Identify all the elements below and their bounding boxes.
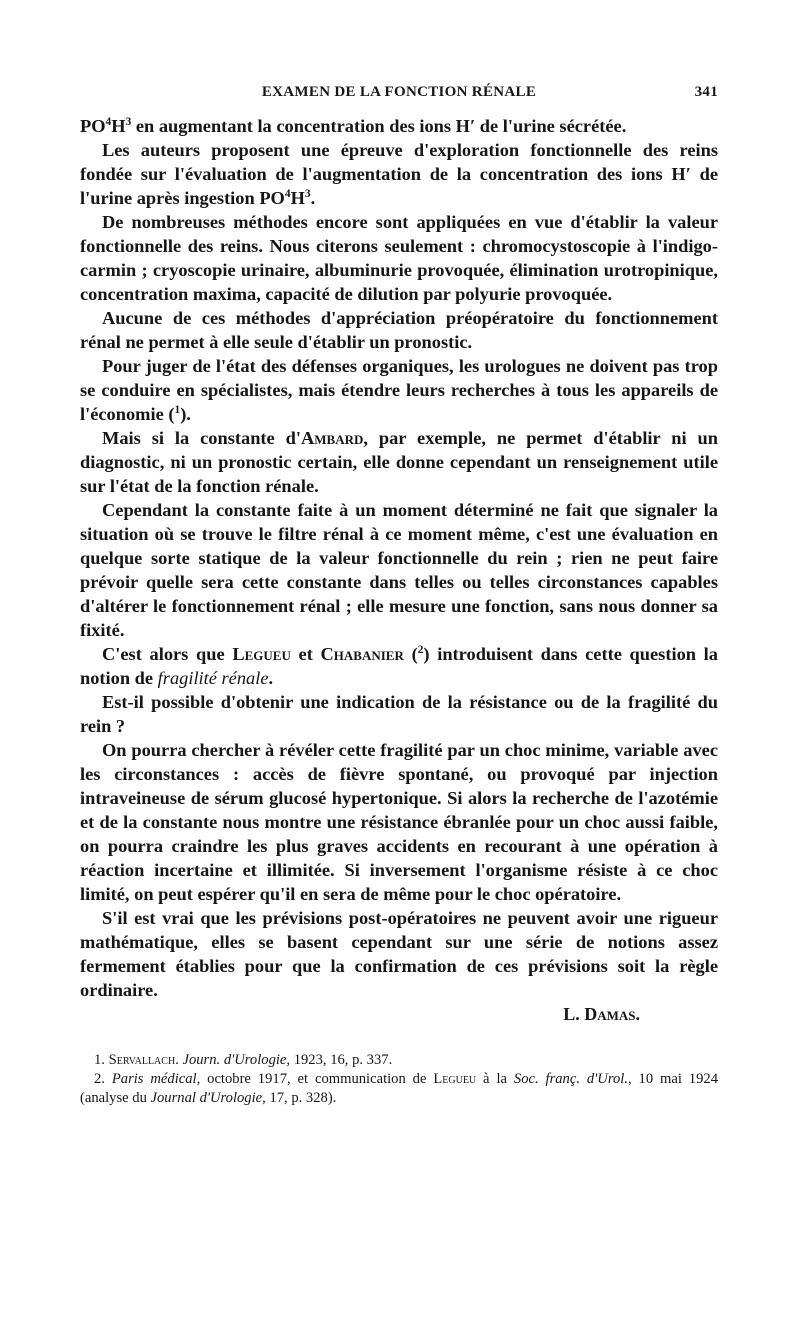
journal-title: Soc. franç. d'Urol. [513, 1071, 628, 1087]
text-run: , 10 mai 1924 (analyse du [80, 1071, 718, 1106]
superscript: 3 [304, 187, 311, 200]
text-run: Pour juger de l'état des défenses organiques, les urologues ne doivent pas trop se conduire en spécialistes, mais étendre leurs recherches à tous les appareils de l'économie ( [80, 356, 718, 424]
superscript: 4 [284, 187, 291, 200]
paragraph-6 [80, 426, 718, 498]
paragraph-5 [80, 354, 718, 426]
text-run: , octobre 1917, et communication de [196, 1071, 434, 1087]
text-run: Mais si la constante d' [102, 428, 301, 448]
emphasis: fragilité rénale [157, 668, 269, 688]
paragraph-9: Est-il possible d'obtenir une indication de la résistance ou de la fragilité du rein ? [80, 692, 718, 736]
paragraph-11: S'il est vrai que les prévisions post-opératoires ne peuvent avoir une rigueur mathématique, elles se basent cependant sur une série de notions assez fermement établies pour que la confirmation de ces prévisions soit la règle ordinaire. [80, 908, 718, 1000]
text-run: à la [476, 1071, 514, 1087]
footnote-number: 1. [94, 1052, 109, 1068]
text-run: . [175, 1052, 183, 1068]
text-run: Les auteurs proposent une épreuve d'exploration fonctionnelle des reins fondée sur l'évaluation de l'augmentation de la concentration des ions H′ de l'urine après ingestion PO [80, 140, 718, 208]
author-name: Legueu [433, 1071, 477, 1087]
journal-title: Journal d'Urologie [150, 1090, 263, 1106]
text-run: PO [80, 116, 106, 136]
author-name: Chabanier [320, 644, 404, 664]
footnote-ref: 2 [417, 643, 424, 656]
book-page [80, 84, 718, 1108]
footnotes [80, 1051, 718, 1108]
paragraph-7: Cependant la constante faite à un moment déterminé ne fait que signaler la situation où se trouve le filtre rénal à ce moment même, c'est une évaluation en quelque sorte statique de la valeur fonctionnelle du rein ; rien ne peut faire prévoir quelle sera cette constante dans telles ou telles circonstances capables d'altérer le fonctionnement rénal ; elle mesure une fonction, sans nous donner sa fixité. [80, 500, 718, 640]
signature [80, 1004, 718, 1025]
superscript: 3 [125, 115, 132, 128]
paragraph-2 [80, 138, 718, 210]
footnote-2 [80, 1070, 718, 1108]
text-run: , par exemple, ne permet d'établir ni un diagnostic, ni un pronostic certain, elle donne cependant un renseignement utile sur l'état de la fonction rénale. [80, 428, 718, 496]
text-run: . [310, 188, 316, 208]
text-run: et [290, 644, 321, 664]
running-head-title: EXAMEN DE LA FONCTION RÉNALE [261, 84, 537, 100]
paragraph-4: Aucune de ces méthodes d'appréciation préopératoire du fonctionnement rénal ne permet à elle seule d'établir un pronostic. [80, 308, 718, 352]
signature-end: . [635, 1004, 640, 1024]
paragraph-8 [80, 642, 718, 690]
text-run: en augmentant la concentration des ions H′ de l'urine sécrétée. [131, 116, 627, 136]
text-run: ( [403, 644, 418, 664]
author-name: Ambard [300, 428, 364, 448]
text-run: , 1923, 16, p. 337. [286, 1052, 393, 1068]
superscript: 4 [105, 115, 112, 128]
paragraph-10: On pourra chercher à révéler cette fragilité par un choc minime, variable avec les circonstances : accès de fièvre spontané, ou provoqué par injection intraveineuse de sérum glucosé hypertonique. Si alors la recherche de l'azotémie et de la constante nous montre une résistance ébranlée pour un choc aussi faible, on pourra craindre les plus graves accidents en recourant à une opération à réaction incertaine et illimitée. Si inversement l'organisme résiste à ce choc limité, on peut espérer qu'il en sera de même pour le choc opératoire. [80, 740, 718, 904]
body-text [80, 114, 718, 1002]
signature-name: Damas [584, 1004, 636, 1024]
text-run: C'est alors que [102, 644, 233, 664]
journal-title: Journ. d'Urologie [182, 1052, 287, 1068]
text-run: H [290, 188, 305, 208]
text-run: . [268, 668, 274, 688]
footnote-ref: 1 [174, 403, 181, 416]
author-name: Legueu [232, 644, 291, 664]
author-name: Servallach [108, 1052, 176, 1068]
paragraph-1 [80, 114, 718, 138]
signature-initial: L. [563, 1004, 585, 1024]
journal-title: Paris médical [111, 1071, 197, 1087]
text-run: , 17, p. 328). [262, 1090, 337, 1106]
paragraph-3: De nombreuses méthodes encore sont appliquées en vue d'établir la valeur fonctionnelle des reins. Nous citerons seulement : chromocystoscopie à l'indigo-carmin ; cryoscopie urinaire, albuminurie provoquée, élimination urotropinique, concentration maxima, capacité de dilution par polyurie provoquée. [80, 212, 718, 304]
text-run: ) introduisent dans cette question la notion de [80, 644, 718, 688]
footnote-1 [80, 1051, 718, 1070]
running-head [80, 84, 718, 106]
text-run: ). [180, 404, 191, 424]
page-number: 341 [694, 84, 718, 100]
footnote-number: 2. [94, 1071, 112, 1087]
text-run: H [111, 116, 126, 136]
